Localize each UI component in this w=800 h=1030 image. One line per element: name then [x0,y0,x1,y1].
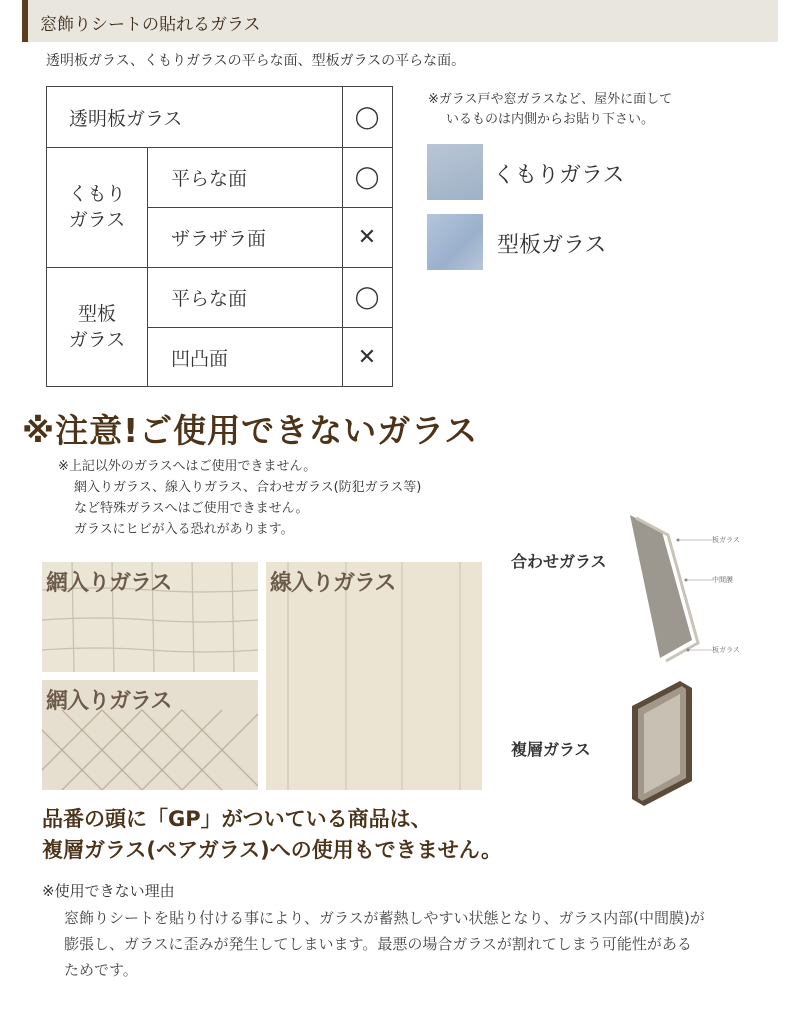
header-accent-bar [22,0,28,42]
section-title: 窓飾りシートの貼れるガラス [40,15,261,35]
reason-body: 窓飾りシートを貼り付ける事により、ガラスが蓄熱しやすい状態となり、ガラス内部(中間膜)が 膨張し、ガラスに歪みが発生してしまいます。最悪の場合ガラスが割れてしまう可能性がある ためです。 [64,909,705,979]
frosted-rough-mark: ✕ [357,224,377,250]
patterned-group-label: 型板 ガラス [68,303,126,351]
laminated-part-label: 中間膜 [712,576,733,584]
reason-title: ※使用できない理由 [42,882,175,900]
frosted-glass-swatch [427,144,483,200]
patterned-flat-mark: ◯ [354,284,380,310]
laminated-part-label: 板ガラス [712,646,740,654]
frosted-flat-label: 平らな面 [171,167,248,190]
double-glass-diagram [622,676,702,811]
frosted-glass-label: くもりガラス [493,163,625,188]
wire-mesh-square-photo: 網入りガラス [42,562,258,672]
suitability-table [46,86,393,387]
clear-glass-mark: ◯ [354,104,380,130]
patterned-flat-label: 平らな面 [171,287,248,310]
patterned-uneven-label: 凹凸面 [171,347,229,370]
side-note: ※ガラス戸や窓ガラスなど、屋外に面して いるものは内側からお貼り下さい。 [428,92,673,127]
wire-lined-photo: 線入りガラス [266,562,482,790]
intro-text: 透明板ガラス、くもりガラスの平らな面、型板ガラスの平らな面。 [46,53,466,69]
warning-note: ※上記以外のガラスへはご使用できません。 網入りガラス、線入りガラス、合わせガラス(防犯ガラス等) など特殊ガラスへはご使用できません。 ガラスにヒビが入る恐れがあります。 [58,459,422,537]
frosted-group-label: くもり ガラス [68,183,126,231]
wire-mesh-diamond-photo: 網入りガラス [42,680,258,790]
patterned-glass-label: 型板ガラス [497,233,607,258]
warning-title: ※注意!ご使用できないガラス [22,411,479,450]
patterned-uneven-mark: ✕ [357,344,377,370]
gp-warning: 品番の頭に「GP」がついている商品は、 複層ガラス(ペアガラス)への使用もできません。 [42,807,502,862]
laminated-glass-label: 合わせガラス [511,552,607,571]
patterned-glass-swatch [427,214,483,270]
laminated-part-label: 板ガラス [712,536,740,544]
frosted-flat-mark: ◯ [354,164,380,190]
laminated-glass-diagram [622,510,752,665]
row-clear-glass: 透明板ガラス [69,107,183,130]
double-glass-label: 複層ガラス [511,740,591,759]
frosted-rough-label: ザラザラ面 [171,227,267,250]
